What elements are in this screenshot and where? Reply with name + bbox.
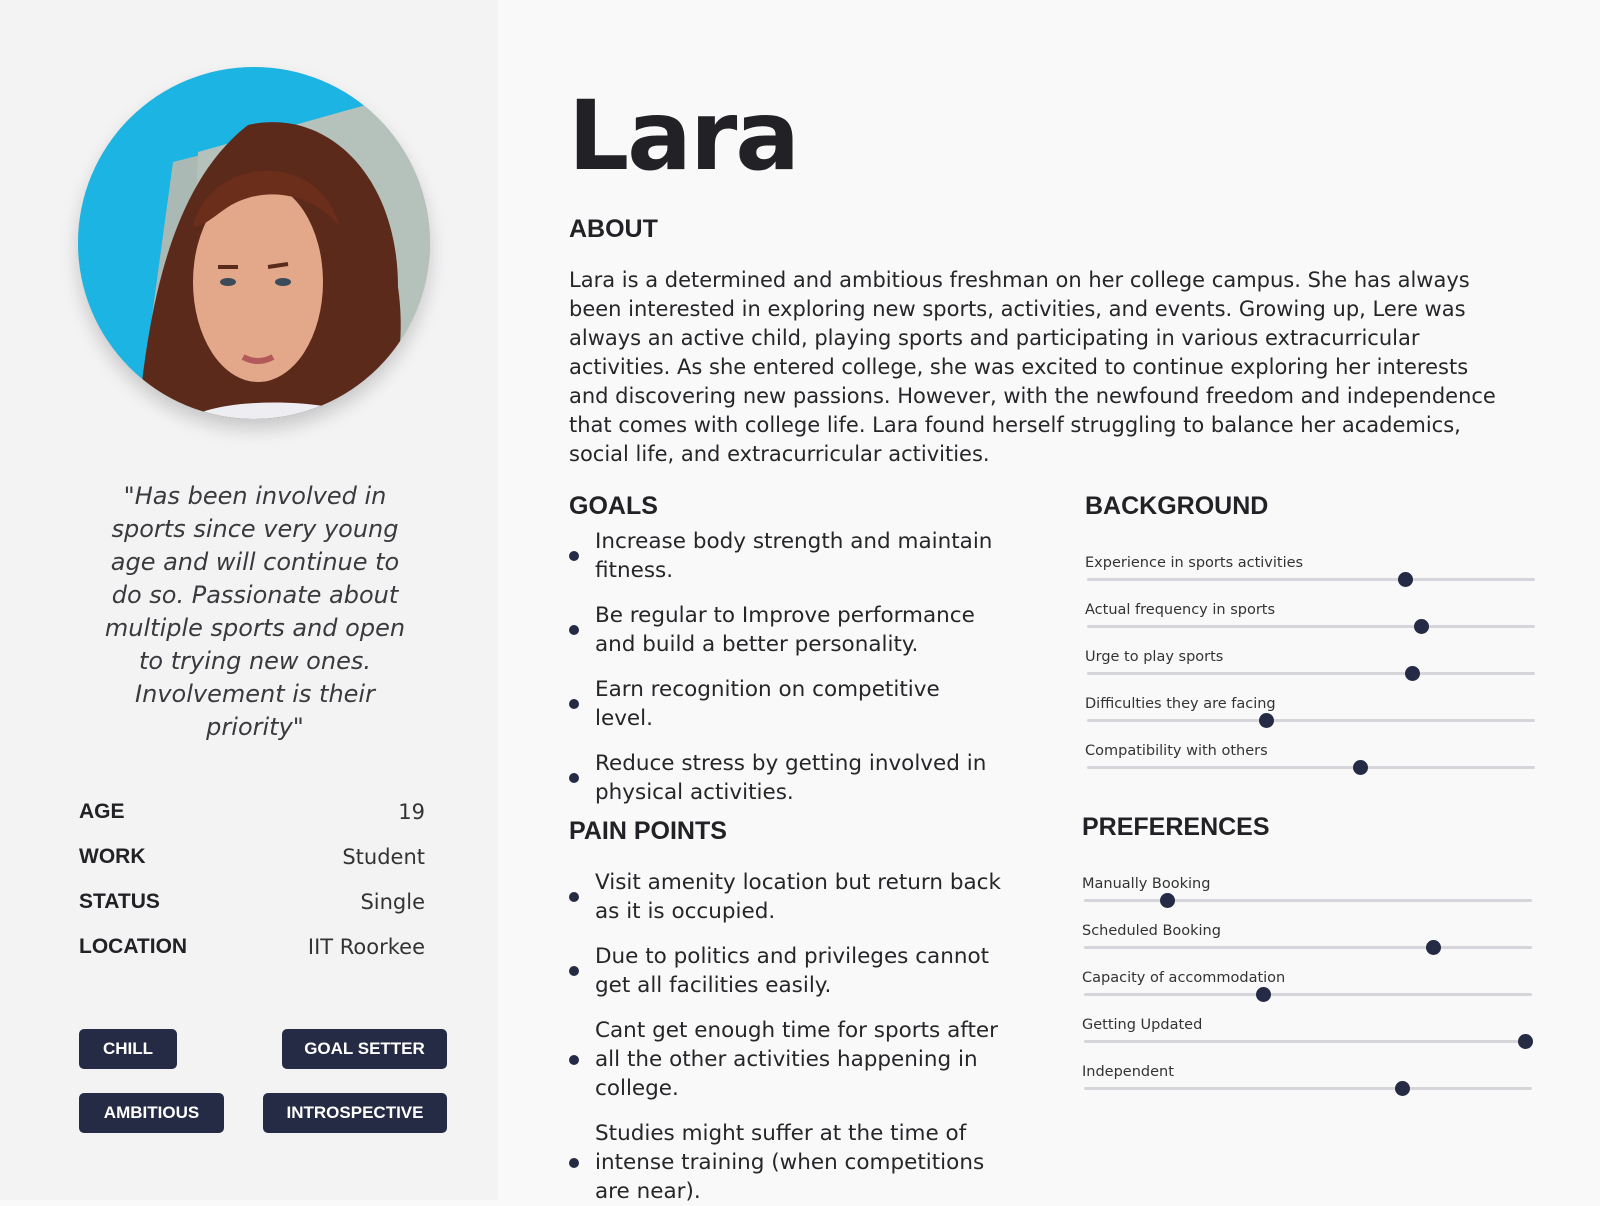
- preference-slider-track[interactable]: [1084, 993, 1532, 996]
- info-label: LOCATION: [79, 935, 188, 958]
- pain-point-item: Studies might suffer at the time of intense training (when competitions are near).: [569, 1119, 1013, 1206]
- background-sliders: [1085, 551, 1535, 786]
- pain-points-heading: PAIN POINTS: [569, 817, 727, 845]
- preference-slider-track[interactable]: [1084, 899, 1532, 902]
- goal-item: Reduce stress by getting involved in physical activities.: [569, 749, 999, 807]
- preference-slider-handle[interactable]: [1426, 940, 1441, 955]
- goals-list: [569, 527, 999, 807]
- preferences-heading: PREFERENCES: [1082, 813, 1270, 841]
- info-row-location: [79, 935, 425, 980]
- info-value: 19: [398, 800, 425, 824]
- preference-slider-track[interactable]: [1084, 1040, 1532, 1043]
- background-heading: BACKGROUND: [1085, 492, 1269, 520]
- info-row-age: [79, 800, 425, 845]
- background-slider-track[interactable]: [1087, 578, 1535, 581]
- persona-quote: "Has been involved in sports since very young age and will continue to do so. Passionate about multiple sports and open to trying new ones. Involvement is their priority": [104, 482, 406, 741]
- background-slider-row: [1085, 551, 1535, 598]
- preference-slider-row: [1082, 872, 1532, 919]
- preference-slider-track[interactable]: [1084, 1087, 1532, 1090]
- background-slider-track[interactable]: [1087, 766, 1535, 769]
- preference-slider-label: Capacity of accommodation: [1082, 970, 1286, 986]
- background-slider-track[interactable]: [1087, 625, 1535, 628]
- tag-introspective: INTROSPECTIVE: [263, 1093, 447, 1133]
- background-slider-row: [1085, 598, 1535, 645]
- tag-ambitious: AMBITIOUS: [79, 1093, 224, 1133]
- pain-point-item: Due to politics and privileges cannot get all facilities easily.: [569, 942, 1013, 1000]
- goals-heading: GOALS: [569, 492, 658, 520]
- pain-point-item: Cant get enough time for sports after all the other activities happening in college.: [569, 1016, 1013, 1103]
- about-heading: ABOUT: [569, 215, 658, 243]
- info-row-work: [79, 845, 425, 890]
- info-value: IIT Roorkee: [307, 935, 425, 959]
- pain-points-list: [569, 868, 1013, 1206]
- info-row-status: [79, 890, 425, 935]
- background-slider-handle[interactable]: [1353, 760, 1368, 775]
- persona-name: Lara: [568, 80, 799, 192]
- preference-slider-row: [1082, 919, 1532, 966]
- background-slider-row: [1085, 692, 1535, 739]
- goal-item: Increase body strength and maintain fitness.: [569, 527, 999, 585]
- goal-item: Earn recognition on competitive level.: [569, 675, 999, 733]
- background-slider-handle[interactable]: [1405, 666, 1420, 681]
- preference-slider-label: Manually Booking: [1082, 876, 1211, 892]
- preference-slider-row: [1082, 966, 1532, 1013]
- persona-info: [79, 800, 425, 980]
- background-slider-handle[interactable]: [1259, 713, 1274, 728]
- info-label: WORK: [79, 845, 146, 868]
- goal-item: Be regular to Improve performance and build a better personality.: [569, 601, 999, 659]
- persona-avatar: [78, 67, 430, 419]
- background-slider-label: Urge to play sports: [1085, 649, 1224, 665]
- persona-sidebar: [0, 0, 498, 1200]
- background-slider-label: Experience in sports activities: [1085, 555, 1304, 571]
- info-value: Single: [360, 890, 425, 914]
- tag-chill: CHILL: [79, 1029, 177, 1069]
- background-slider-handle[interactable]: [1398, 572, 1413, 587]
- preference-slider-row: [1082, 1060, 1532, 1107]
- preference-slider-handle[interactable]: [1518, 1034, 1533, 1049]
- pain-point-item: Visit amenity location but return back as it is occupied.: [569, 868, 1013, 926]
- about-text: Lara is a determined and ambitious freshman on her college campus. She has always been interested in exploring new sports, activities, and events. Growing up, Lere was always an active child, playing sports and participating in various extracurricular activities. As she entered college, she was excited to continue exploring her interests and discovering new passions. However, with the newfound freedom and independence that comes with college life. Lara found herself struggling to balance her academics, social life, and extracurricular activities.: [569, 268, 1496, 466]
- persona-photo: [78, 67, 430, 419]
- info-label: AGE: [79, 800, 125, 823]
- preference-slider-label: Getting Updated: [1082, 1017, 1203, 1033]
- background-slider-track[interactable]: [1087, 719, 1535, 722]
- tag-goal-setter: GOAL SETTER: [282, 1029, 447, 1069]
- background-slider-row: [1085, 645, 1535, 692]
- preference-slider-row: [1082, 1013, 1532, 1060]
- background-slider-label: Actual frequency in sports: [1085, 602, 1276, 618]
- preference-slider-track[interactable]: [1084, 946, 1532, 949]
- background-slider-handle[interactable]: [1414, 619, 1429, 634]
- preference-slider-label: Independent: [1082, 1064, 1174, 1080]
- background-slider-track[interactable]: [1087, 672, 1535, 675]
- preference-slider-handle[interactable]: [1395, 1081, 1410, 1096]
- background-slider-row: [1085, 739, 1535, 786]
- preference-slider-handle[interactable]: [1160, 893, 1175, 908]
- preference-slider-label: Scheduled Booking: [1082, 923, 1221, 939]
- preference-slider-handle[interactable]: [1256, 987, 1271, 1002]
- background-slider-label: Compatibility with others: [1085, 743, 1268, 759]
- info-value: Student: [342, 845, 425, 869]
- background-slider-label: Difficulties they are facing: [1085, 696, 1276, 712]
- info-label: STATUS: [79, 890, 160, 913]
- preferences-sliders: [1082, 872, 1532, 1107]
